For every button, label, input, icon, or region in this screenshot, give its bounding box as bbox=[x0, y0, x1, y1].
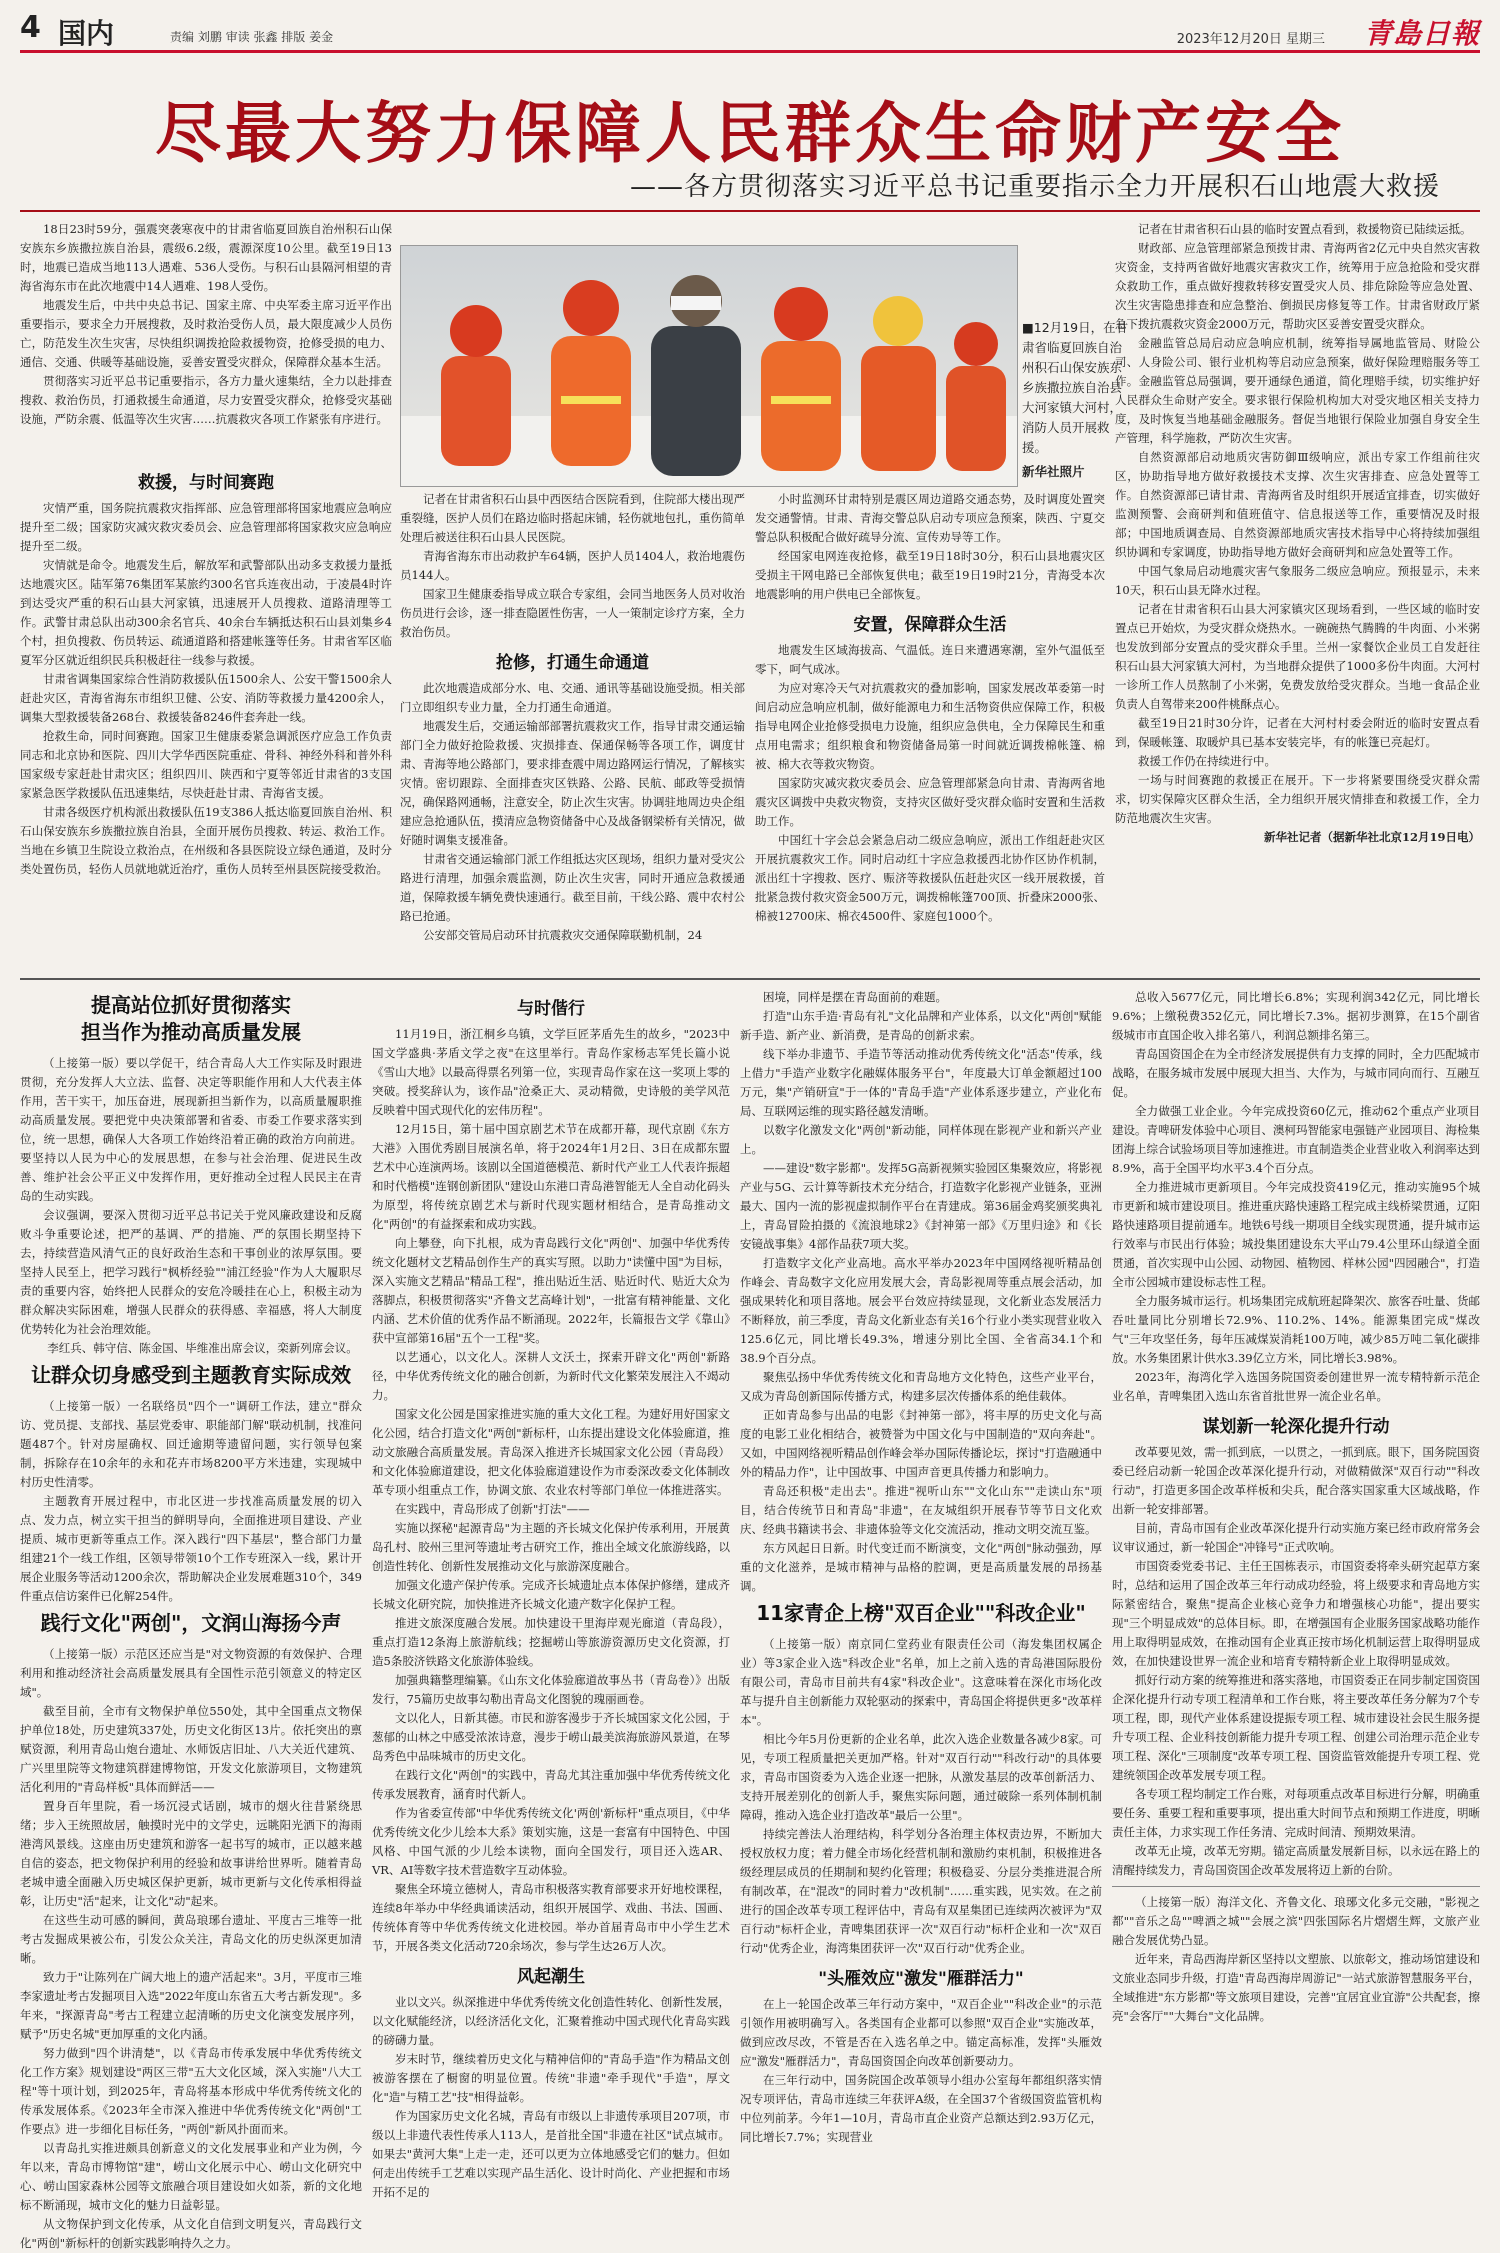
inner-divider bbox=[1112, 1886, 1480, 1887]
headline-rule bbox=[20, 210, 1480, 212]
article-title-soe-reform: 11家青企上榜"双百企业""科改企业" bbox=[756, 1601, 1086, 1625]
sub-headline: ——各方贯彻落实习近平总书记重要指示全力开展积石山地震大救援 bbox=[629, 172, 1440, 202]
page-number: 4 bbox=[20, 10, 41, 45]
section-heading-repair: 抢修，打通生命通道 bbox=[496, 653, 649, 673]
section-name: 国内 bbox=[58, 17, 115, 50]
article-title-theme-education: 让群众切身感受到主题教育实际成效 bbox=[31, 1363, 351, 1387]
subheading-new-round-reform: 谋划新一轮深化提升行动 bbox=[1202, 1417, 1390, 1437]
subheading-rising-tide: 风起潮生 bbox=[517, 1967, 585, 1987]
column-1-story: 救援，与时间赛跑 灾情严重，国务院抗震救灾指挥部、应急管理部将国家地震应急响应提升至二级；国家防灾减灾救灾委员会、应急管理部将国家救灾应急响应提升至二级。 灾情就是命令。地震发生后，解放军和武警部队出动多支救援力量抵达地震灾区。陆军第76集团军某旅约300名官兵连夜出动，于凌晨4时许到达受灾严重的积石山县大河家镇，迅速展开人员搜救、道路清理等工作。武警甘肃总队出动300余名官兵、40余台车辆抵达积石山县刘集乡4个村，担负搜救、伤员转运、疏通道路和搭建帐篷等任务。甘肃省军区临夏军分区就近组织民兵积极赶往一线参与救援。 甘肃省调集国家综合性消防救援队伍1500余人、公安干警1500余人赶赴灾区，青海省海东市组织卫健、公安、消防等救援力量4200余人，调集大型救援装备268台、救援装备8246件套奔赴一线。 抢救生命，同时间赛跑。国家卫生健康委紧急调派医疗应急工作负责同志和北京协和医院、四川大学华西医院重症、骨科、神经外科和普外科国家级专家赶赴甘肃灾区；组织四川、陕西和宁夏等邻近甘肃省的3支国家紧急医学救援队伍迅速集结，尽快赶赴甘肃、青海省支援。 甘肃各级医疗机构派出救援队伍19支386人抵达临夏回族自治州、积石山保安族东乡族撒拉族自治县，全面开展伤员搜救、转运、救治工作。当地在乡镇卫生院设立救治点，在州级和各县医院设立绿色通道，及时分类处置伤员，轻伤人员就地就近治疗，重伤人员转至州县医院接受救治。 bbox=[20, 462, 392, 972]
issue-date: 2023年12月20日 星期三 bbox=[1176, 32, 1325, 47]
page-header bbox=[20, 10, 1480, 53]
rescue-photo-illustration bbox=[401, 246, 1017, 486]
main-headline: 尽最大努力保障人民群众生命财产安全 bbox=[155, 95, 1345, 172]
newspaper-logo: 青島日報 bbox=[1363, 17, 1480, 50]
column-3-story: 小时监测环甘肃特别是震区周边道路交通态势，及时调度处置突发交通警情。甘肃、青海交警总队启动专项应急预案，陕西、宁夏交警总队积极配合做好疏导分流、宣传劝导等工作。 经国家电网连夜抢修，截至19日18时30分，积石山县地震灾区受损主干网电路已全部恢复供电；截至19日19时21分，青海受本次地震影响的用户供电已全部恢复。 安置，保障群众生活 地震发生区域海拔高、气温低。连日来遭遇寒潮，室外气温低至零下，呵气成冰。 为应对寒冷天气对抗震救灾的叠加影响，国家发展改革委第一时间启动应急响应机制，做好能源电力和生活物资供应保障工作，积极指导电网企业抢修受损电力设施，组织应急供电，全力保障民生和重点用电需求；组织粮食和物资储备局第一时间就近调拨棉帐篷、棉被、棉大衣等救灾物资。 国家防灾减灾救灾委员会、应急管理部紧急向甘肃、青海两省地震灾区调拨中央救灾物资，支持灾区做好受灾群众临时安置和生活救助工作。 中国红十字会总会紧急启动二级应急响应，派出工作组赶赴灾区开展抗震救灾工作。同时启动红十字应急救援西北协作区协作机制，派出红十字搜救、医疗、赈济等救援队伍赶赴灾区一线开展救援，首批紧急拨付救灾资金500万元，调拨棉帐篷700顶、折叠床2000张、棉被12700床、棉衣4500件、家庭包1000个。 bbox=[755, 492, 1105, 923]
photo-caption: ■12月19日，在甘肃省临夏回族自治州积石山保安族东乡族撒拉族自治县大河家镇大河村，消防人员开展救援。 新华社照片 bbox=[1022, 318, 1134, 482]
column-2-story: 记者在甘肃省积石山县中西医结合医院看到，住院部大楼出现严重裂缝，医护人员们在路边临时搭起床铺，轻伤就地包扎，重伤简单处理后被送往积石山县人民医院。 青海省海东市出动救护车64辆，医护人员1404人，救治地震伤员144人。 国家卫生健康委指导成立联合专家组，会同当地医务人员对收治伤员进行会诊，逐一排查隐匿性伤害，一人一策制定诊疗方案，全力救治伤员。 抢修，打通生命通道 此次地震造成部分水、电、交通、通讯等基础设施受损。相关部门立即组织专业力量，全力打通生命通道。 地震发生后，交通运输部部署抗震救灾工作，指导甘肃交通运输部门全力做好抢险救援、灾损排查、保通保畅等各项工作，调度甘肃、青海等地公路部门，要求排查震中周边路网运行情况，了解核实灾情。密切跟踪、全面排查灾区铁路、公路、民航、邮政等受损情况，确保路网通畅，注意安全，防止次生灾害。协调驻地周边央企组建应急抢通队伍，摸清应急物资储备中心及战备钢梁桥有关情况，做好随时调集支援准备。 甘肃省交通运输部门派工作组抵达灾区现场，组织力量对受灾公路进行清理，加强余震监测，防止次生灾害，同时开通应急救援通道，保障救援车辆免费快速通行。截至目前，干线公路、震中农村公路已抢通。 公安部交管局启动环甘抗震救灾交通保障联勤机制，24 bbox=[400, 492, 745, 942]
article-title-culture: 践行文化"两创"，文润山海扬今声 bbox=[40, 1611, 342, 1635]
column-4-story: 记者在甘肃省积石山县的临时安置点看到，救援物资已陆续运抵。 财政部、应急管理部紧急预拨甘肃、青海两省2亿元中央自然灾害救灾资金，支持两省做好地震灾害救灾工作，统筹用于应急抢险和受灾群众救助工作，重点做好搜救转移安置受灾人员、排危除险等应急处置、次生灾害隐患排查和应急整治、倒损民房修复等工作。甘肃省财政厅紧急下拨抗震救灾资金2000万元，帮助灾区妥善安置受灾群众。 金融监管总局启动应急响应机制，统筹指导属地监管局、财险公司、人身险公司、银行业机构等启动应急预案，做好保险理赔服务等工作。金融监管总局强调，要开通绿色通道，简化理赔手续，切实维护好人民群众生命财产安全。要求银行保险机构加大对受灾地区相关支持力度，及时恢复当地基础金融服务。督促当地银行保险业加强自身安全生产管理，科学施救，严防次生灾害。 自然资源部启动地质灾害防御Ⅲ级响应，派出专家工作组前往灾区，协助指导地方做好救援技术支撑、次生灾害排查、应急处置等工作。自然资源部已请甘肃、青海两省及时组织开展适宜排查，切实做好监测预警、会商研判和值班值守、信息报送等工作，重要情况及时报部；中国地质调查局、自然资源部地质灾害技术指导中心将持续加强组织协调和专家调度，协助指导地方做好会商研判和应急处置等工作。 中国气象局启动地震灾害气象服务二级应急响应。预报显示，未来10天，积石山县无降水过程。 记者在甘肃省积石山县大河家镇灾区现场看到，一些区域的临时安置点已开始炊，为受灾群众烧热水。一碗碗热气腾腾的牛肉面、小米粥也发放到部分安置点的受灾群众手里。兰州一家餐饮企业员工自发赶往积石山县大河家镇大河村，为当地群众提供了1000多份牛肉面。大河村一诊所工作人员熬制了小米粥，免费发放给受灾群众。当地一食品企业负责人自驾带来200件桃酥点心。 截至19日21时30分许，记者在大河村村委会附近的临时安置点看到，保暖帐篷、取暖炉具已基本安装完毕，有的帐篷已亮起灯。 救援工作仍在持续进行中。 一场与时间赛跑的救援正在展开。下一步将紧要围绕受灾群众需求，切实保障灾区群众生活，全力组织开展灾情排查和救援工作，全力防范地震次生灾害。 新华社记者（据新华社北京12月19日电） bbox=[1115, 220, 1480, 972]
section-heading-resettle: 安置，保障群众生活 bbox=[853, 615, 1007, 635]
bottom-column-d: 总收入5677亿元，同比增长6.8%；实现利润342亿元，同比增长9.6%；上缴税费352亿元，同比增长7.3%。据初步测算，在15个副省级城市市直国企收入排名第八，利润总额排名第三。 青岛国资国企在为全市经济发展提供有力支撑的同时，全力匹配城市战略，在服务城市发展中展现大担当、大作为，与城市同向而行、互融互促。 全力做强工业企业。今年完成投资60亿元，推动62个重点产业项目建设。青啤研发体验中心项目、澳柯玛智能家电强链产业园项目、海检集团海上综合试验场项目等加速推进。市直制造类企业营业收入利润率达到8.9%，高于全国平均水平3.4个百分点。 全力推进城市更新项目。今年完成投资419亿元，推动实施95个城市更新和城市建设项目。推进重庆路快速路工程完成主线桥梁贯通，辽阳路快速路项目提前通车。地铁6号线一期项目全线实现贯通，提升城市运行效率与市民出行体验；城投集团建设东大平山79.4公里环山绿道全面贯通，首次实现中山公园、动物园、植物园、样林公园"四园融合"，打造全市公园城市建设标志性工程。 全力服务城市运行。机场集团完成航班起降架次、旅客吞吐量、货邮吞吐量同比分别增长72.9%、110.2%、14%。能源集团完成"煤改气"三年攻坚任务，每年压减煤炭消耗100万吨，减少85万吨二氧化碳排放。水务集团累计供水3.39亿立方米，同比增长3.98%。 2023年，海湾化学入选国务院国资委创建世界一流专精特新示范企业名单，青啤集团入选山东省首批世界一流企业名单。 谋划新一轮深化提升行动 改革要见效，需一抓到底，一以贯之，一抓到底。眼下，国务院国资委已经启动新一轮国企改革深化提升行动，对做精做深"双百行动""科改行动"，打造更多国企改革样板和尖兵，配合落实国家重大区域战略，作出新一轮安排部署。 目前，青岛市国有企业改革深化提升行动实施方案已经市政府常务会议审议通过，新一轮国企"冲锋号"正式吹响。 市国资委党委书记、主任王国栋表示，市国资委将牵头研究起草方案时，总结和运用了国企改革三年行动成功经验，将上级要求和青岛地方实际紧密结合，聚焦"提高企业核心竞争力和增强核心功能"，提出要实现"三个明显成效"的总体目标。即，在增强国有企业服务国家战略功能作用上取得明显成效，在推动国有企业真正按市场化机制运营上取得明显成效，在加快建设世界一流企业和培育专精特新企业上取得明显成效。 抓好行动方案的统筹推进和落实落地，市国资委正在同步制定国资国企深化提升行动专项工程清单和工作台账，将主要改革任务分解为7个专项工程，即，现代产业体系建设提振专项工程、城市建设社会民生服务提升专项工程、企业科技创新能力提升专项工程、创建公司治理示范企业专项工程、深化"三项制度"改革专项工程、国资监管效能提升专项工程、党建统领国企改革发展专项工程。 各专项工程均制定工作台账，对每项重点改革目标进行分解，明确重要任务、重要工程和重要事项，提出重大时间节点和预期工作进度，明晰责任主体，力求实现工作任务清、完成时间清、预期效果清。 改革无止境，改革无穷期。锚定高质量发展新目标，以永远在路上的清醒持续发力，青岛国资国企改革发展将迈上新的台阶。 （上接第一版）海洋文化、齐鲁文化、琅琊文化多元交融，"影视之都""音乐之岛""啤酒之城""会展之滨"四张国际名片熠熠生辉，文旅产业融合发展优势凸显。 近年来，青岛西海岸新区坚持以文塑旅、以旅彰文，推动场馆建设和文旅业态同步升级，打造"青岛西海岸周游记"一站式旅游智慧服务平台，全域推进"东方影都"等文旅项目建设，完善"宜居宜业宜游"公共配套，擦亮"会客厅""大舞台"文化品牌。 bbox=[1112, 990, 1480, 2023]
bottom-column-a: 提高站位抓好贯彻落实 担当作为推动高质量发展 （上接第一版）要以学促干，结合青岛人大工作实际及时跟进贯彻，充分发挥人大立法、监督、决定等职能作用和人大代表主体作用，苦干实干，加压奋进，展现新担当新作为，以高质量履职推动高质量发展。要把党中央决策部署和省委、市委工作要求落实到位，统一思想，确保人大各项工作始终沿着正确的政治方向前进。要坚持以人民为中心的发展思想，在参与社会治理、促进民生改善、维护社会公平正义中发挥作用，更好推动全过程人民民主在青岛的生动实践。 会议强调，要深入贯彻习近平总书记关于党风廉政建设和反腐败斗争重要论述，把严的基调、严的措施、严的氛围长期坚持下去，持续营造风清气正的良好政治生态和干事创业的浓厚氛围。要坚持人民至上，把学习践行"枫桥经验""浦江经验"作为人大履职尽责的重要内容，始终把人民群众的安危冷暖挂在心上，积极主动为群众解决实际困难，增强人民群众的获得感、幸福感，将人大制度优势转化为社会治理效能。 李红兵、韩守信、陈金国、毕维准出席会议，栾新列席会议。 让群众切身感受到主题教育实际成效 （上接第一版）一名联络员"四个一"调研工作法，建立"群众访、党员提、支部找、基层党委审、职能部门解"联动机制，找准问题487个。针对房屋确权、回迁逾期等遗留问题，实行领导包案制，拆除存在10余年的永和花卉市场8200平方米违建，实现城中村历史性清零。 主题教育开展过程中，市北区进一步找准高质量发展的切入点、发力点，树立实干担当的鲜明导向，全面推进项目建设、产业提质、城市更新等重点工作。深入践行"四下基层"，整合部门力量组建21个一线工作组，区领导带领10个工作专班深入一线，累计开展企业服务等活动1200余次，帮助解决企业发展难题310个，349件重点信访案件已化解254件。 践行文化"两创"，文润山海扬今声 （上接第一版）示范区还应当是"对文物资源的有效保护、合理利用和推动经济社会高质量发展具有全国性示范引领意义的特定区域"。 截至目前，全市有文物保护单位550处，其中全国重点文物保护单位18处，历史建筑337处，历史文化街区13片。依托突出的禀赋资源，利用青岛山炮台遗址、水师饭店旧址、八大关近代建筑、广兴里里院等文物建筑群建博物馆，开发文化旅游项目，文物建筑活化利用的"青岛样板"具体而鲜活—— 置身百年里院，看一场沉浸式话剧，城市的烟火往昔紧绕思绪；步入王统照故居，触摸时光中的文学史，远眺阳光洒下的海雨港湾风景线。这座由历史建筑和游客一起书写的城市，正以越来越自信的姿态，把文物保护利用的经验和故事讲给世界听。随着青岛老城申遗全面融入历史城区保护更新，城市更新与文化传承相得益彰，让历史"活"起来，让文化"动"起来。 在这些生动可感的瞬间，黄岛琅琊台遗址、平度古三堆等一批考古发掘成果被公布，引发公众关注，青岛文化的历史纵深更加清晰。 致力于"让陈列在广阔大地上的遗产活起来"。3月，平度市三堆李家遗址考古发掘项目入选"2022年度山东省五大考古新发现"。多年来，"探源青岛"考古工程建立起清晰的历史文化演变发展序列，赋予"历史名城"更加厚重的文化内涵。 努力做到"四个讲清楚"，以《青岛市传承发展中华优秀传统文化工作方案》规划建设"两区三带"五大文化区域，深入实施"八大工程"等十项计划，到2025年，青岛将基本形成中华优秀传统文化的传承发展体系。《2023年全市深入推进中华优秀传统文化"两创"工作要点》进一步细化目标任务，"两创"新风扑面而来。 以青岛扎实推进颇具创新意义的文化发展事业和产业为例，今年以来，青岛市博物馆"建"，崂山文化展示中心、崂山文化研究中心、崂山国家森林公园等文旅融合项目建设如火如荼，新的文化地标不断涌现，城市文化的魅力日益彰显。 从文物保护到文化传承，从文化自信到文明复兴，青岛践行文化"两创"新标杆的创新实践影响持久之力。 bbox=[20, 993, 362, 2250]
rescue-photo bbox=[400, 245, 1018, 487]
article-signature: 新华社记者（据新华社北京12月19日电） bbox=[1263, 830, 1480, 844]
editor-credits: 责编 刘鹏 审读 张鑫 排版 姜金 bbox=[170, 30, 334, 44]
bottom-column-c: 困境，同样是摆在青岛面前的难题。 打造"山东手造·青岛有礼"文化品牌和产业体系，以文化"两创"赋能新手造、新产业、新消费，是青岛的创新求索。 线下举办非遗节、手造节等活动推动优秀传统文化"活态"传承，线上借力"手造产业数字化融媒体服务平台"，年度最大订单金额超过100万元，集"产销研宣"于一体的"青岛手造"产业体系逐步建立，产业化布局、互联网运维的现实路径越发清晰。 以数字化激发文化"两创"新动能，同样体现在影视产业和新兴产业上。 ——建设"数字影都"。发挥5G高新视频实验园区集聚效应，将影视产业与5G、云计算等新技术充分结合，打造数字化影视产业链条，亚洲最大、国内一流的影视虚拟制作平台在青建成。第36届金鸡奖颁奖典礼上，青岛冒险拍摄的《流浪地球2》《封神第一部》《万里归途》和《长安镜战事集》4部作品获7项大奖。 打造数字文化产业高地。高水平举办2023年中国网络视听精品创作峰会、青岛数字文化应用发展大会，青岛影视周等重点展会活动，加强成果转化和项目落地。展会平台效应持续显现，文化新业态发展活力不断释放，前三季度，青岛文化新业态有关16个行业小类实现营业收入125.6亿元，同比增长49.3%，增速分别比全国、全省高34.1个和38.9个百分点。 聚焦弘扬中华优秀传统文化和青岛地方文化特色，这些产业平台，又成为青岛创新国际传播方式，构建多层次传播体系的绝佳载体。 正如青岛参与出品的电影《封神第一部》，将丰厚的历史文化与高度的电影工业化相结合，被赞誉为中国文化与中国制造的"双向奔赴"。又如，中国网络视听精品创作峰会举办国际传播论坛，探讨"打造融通中外的精品力作"，让中国故事、中国声音更具传播力和影响力。 青岛还积极"走出去"。推进"视听山东""文化山东""走读山东"项目，结合传统节日和青岛"非遗"，在友城组织开展春节等节日文化欢庆、经典书籍读书会、非遗体验等文化交流活动，推动文明交流互鉴。 东方风起日日新。时代变迁而不断演变，文化"两创"脉动强劲，厚重的文化滋养，是城市精神与品格的腔调，更是高质量发展的昂扬基调。 11家青企上榜"双百企业""科改企业" （上接第一版）南京同仁堂药业有限责任公司（海发集团权属企业）等3家企业入选"科改企业"名单，加上之前入选的青岛港国际股份有限公司，青岛市目前共有4家"科改企业"。这意味着在深化市场化改革与提升自主创新能力双轮驱动的探索中，青岛国企将提供更多"改革样本"。 相比今年5月份更新的企业名单，此次入选企业数量各减少8家。可见，专项工程质量把关更加严格。针对"双百行动""科改行动"的具体要求，青岛市国资委为入选企业逐一把脉，从激发基层的改革创新活力、支持开展差别化的创新人手，聚焦实际问题，通过破除一系列体制机制障碍，推动入选企业打造改革"最后一公里"。 持续完善法人治理结构，科学划分各治理主体权责边界，不断加大授权放权力度；着力健全市场化经营机制和激励约束机制，积极推进各级经理层成员的任期制和契约化管理；积极稳妥、分层分类推进混合所有制改革，在"混改"的同时着力"改机制"……重实践，见实效。在之前进行的国企改革专项工程评估中，青岛有双星集团已连续两次被评为"双百行动"标杆企业，青啤集团获评一次"双百行动"标杆企业和一次"双百行动"优秀企业，海湾集团获评一次"双百行动"优秀企业。 "头雁效应"激发"雁群活力" 在上一轮国企改革三年行动方案中，"双百企业""科改企业"的示范引领作用被明确写入。各类国有企业都可以参照"双百企业"实施改革，做到应改尽改，不管是否在入选名单之中。锚定高标准，发挥"头雁效应"激发"雁群活力"，青岛国资国企向改革创新要动力。 在三年行动中，国务院国企改革领导小组办公室每年都组织落实情况专项评估，青岛市连续三年获评A级，在全国37个省级国资监管机构中位列前茅。今年1—10月，青岛市直企业资产总额达到2.93万亿元，同比增长7.7%；实现营业 bbox=[740, 990, 1102, 2144]
section-divider bbox=[20, 978, 1480, 980]
subheading-keep-pace: 与时偕行 bbox=[517, 999, 585, 1019]
bottom-column-b: 与时偕行 11月19日，浙江桐乡乌镇，文学巨匠茅盾先生的故乡，"2023中国文学盛典·茅盾文学之夜"在这里举行。青岛作家杨志军凭长篇小说《雪山大地》以最高得票名列第一位，实现青岛作家在这一奖项上零的突破。授奖辞认为，该作品"沧桑正大、灵动精微，史诗般的美学风范反映着中国式现代化的宏伟历程"。 12月15日，第十届中国京剧艺术节在成都开幕，现代京剧《东方大港》入围优秀剧目展演名单，将于2024年1月2日、3日在成都东盟艺术中心连演两场。该剧以全国道德模范、新时代产业工人代表许振超和时代楷模"连钢创新团队"建设山东港口青岛港智能无人全自动化码头为原型，将传统京剧艺术与新时代现实题材相结合，是青岛推动文化"两创"的有益探索和成功实践。 向上攀登，向下扎根，成为青岛践行文化"两创"、加强中华优秀传统文化题材文艺精品创作生产的真实写照。以助力"读懂中国"为目标，深入实施文艺精品"精品工程"，推出贴近生活、贴近时代、贴近大众为落脚点，积极贯彻落实"齐鲁文艺高峰计划"，一批富有精神能量、文化内涵、艺术价值的优秀作品不断涌现。2022年，长篇报告文学《靠山》获中宣部第16届"五个一工程"奖。 以艺通心，以文化人。深耕人文沃土，探索开辟文化"两创"新路径，中华优秀传统文化的融合创新，为新时代文化繁荣发展注入不竭动力。 国家文化公园是国家推进实施的重大文化工程。为建好用好国家文化公园，结合打造文化"两创"新标杆，山东提出建设文化体验廊道，推动文旅融合高质量发展。青岛深入推进齐长城国家文化公园（青岛段）和文化体验廊道建设，把文化体验廊道建设作为市委深改委文化体制改革专项小组重点工作，协调文旅、农业农村等部门单位一体推进落实。 在实践中，青岛形成了创新"打法"—— 实施以探秘"起源青岛"为主题的齐长城文化保护传承利用，开展黄岛孔村、胶州三里河等遗址考古研究工作，推出全域文化旅游线路，以创造性转化、创新性发展推动文化与旅游深度融合。 加强文化遗产保护传承。完成齐长城遗址点本体保护修缮，建成齐长城文化研究院，加快推进齐长城文化遗产数字化保护工程。 推进文旅深度融合发展。加快建设干里海岸观光廊道（青岛段），重点打造12条海上旅游航线；挖掘崂山等旅游资源历史文化资源，打造5条胶济铁路文化旅游体验线。 加强典籍整理编纂。《山东文化体验廊道故事丛书（青岛卷）》出版发行，75篇历史故事勾勒出青岛文化图貌的瑰丽画卷。 文以化人，日新其德。市民和游客漫步于齐长城国家文化公园，于葱郁的山林之中感受浓浓诗意，漫步于崂山最美滨海旅游风景道，在琴岛秀色中品味城市的历史文化。 在践行文化"两创"的实践中，青岛尤其注重加强中华优秀传统文化传承发展教育，涵育时代新人。 作为省委宣传部"中华优秀传统文化'两创'新标杆"重点项目，《中华优秀传统文化少儿绘本大系》策划实施，这是一套富有中国特色、中国风格、中国气派的少儿绘本读物，面向全国发行，项目还入选AR、VR、AI等数字技术营造数字互动体验。 聚焦全环境立德树人，青岛市积极落实教育部要求开好地校课程，连续8年举办中华经典诵读活动，组织开展国学、戏曲、书法、国画、传统体育等中华优秀传统文化进校园。举办首届青岛市中小学生艺术节，开展各类文化活动720余场次，参与学生达26万人次。 风起潮生 业以文兴。纵深推进中华优秀传统文化创造性转化、创新性发展，以文化赋能经济，以经济活化文化，汇聚着推动中国式现代化青岛实践的磅礴力量。 岁末时节，继续着历史文化与精神信仰的"青岛手造"作为精品文创被游客摆在了橱窗的明显位置。传统"非遗"牵手现代"手造"，厚文化"造"与精工艺"技"相得益彰。 作为国家历史文化名城，青岛有市级以上非遗传承项目207项，市级以上非遗代表性传承人113人，是首批全国"非遗在社区"试点城市。如果去"黄河大集"上走一走，还可以更为立体地感受它们的魅力。但如何走出传统手工艺难以实现产品生活化、设计时尚化、产业把握和市场开拓不足的 bbox=[372, 988, 730, 2166]
lead-text: 18日23时59分，强震突袭寒夜中的甘肃省临夏回族自治州积石山保安族东乡族撒拉族自治县，震级6.2级，震源深度10公里。截至19日13时，地震已造成当地113人遇难、536人受伤。与积石山县隔河相望的青海省海东市在此次地震中14人遇难、198人受伤。 地震发生后，中共中央总书记、国家主席、中央军委主席习近平作出重要指示，要求全力开展搜救，及时救治受伤人员，最大限度减少人员伤亡，防范发生次生灾害，尽快组织调拨抢险救援物资，抢修受损的电力、通信、交通、供暖等基础设施，妥善安置受灾群众，保障群众基本生活。 贯彻落实习近平总书记重要指示，各方力量火速集结，全力以赴排查搜救、救治伤员，打通救援生命通道，尽力安置受灾群众，抢修受灾基础设施，严防余震、低温等次生灾害……抗震救灾各项工作紧张有序进行。 bbox=[20, 222, 392, 426]
section-heading-rescue: 救援，与时间赛跑 bbox=[138, 473, 274, 493]
article-title-people-congress: 提高站位抓好贯彻落实 担当作为推动高质量发展 bbox=[81, 993, 301, 1044]
photo-credit: 新华社照片 bbox=[1022, 464, 1085, 479]
subheading-lead-goose: "头雁效应"激发"雁群活力" bbox=[818, 1969, 1024, 1989]
